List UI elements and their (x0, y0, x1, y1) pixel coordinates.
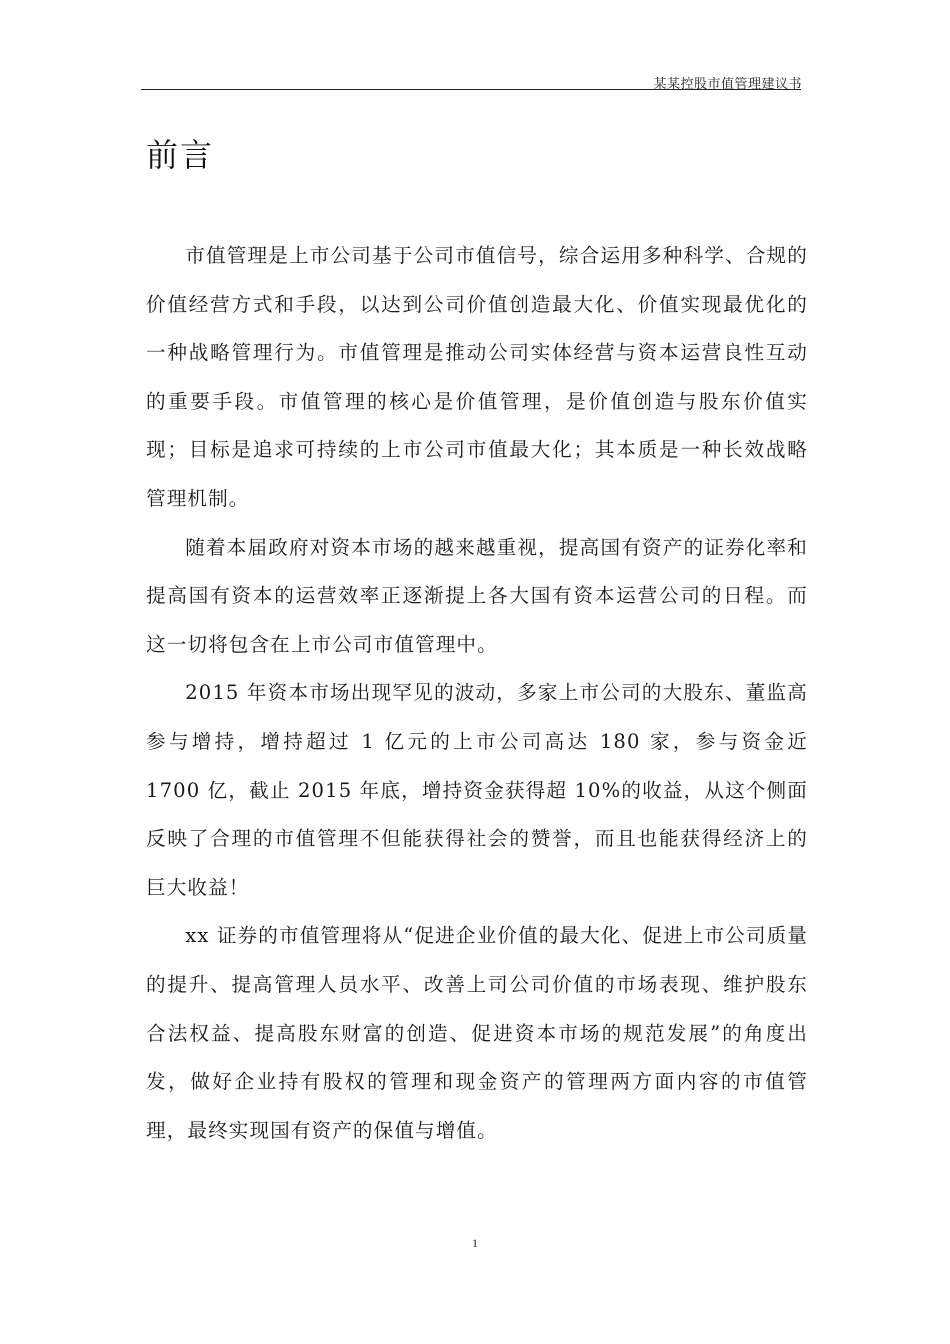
paragraph: 随着本届政府对资本市场的越来越重视，提高国有资产的证券化率和提高国有资本的运营效率正逐渐提上各大国有资本运营公司的日程。而这一切将包含在上市公司市值管理中。 (146, 535, 808, 656)
running-header: 某某控股市值管理建议书 (653, 77, 802, 92)
page-number: 1 (472, 1236, 478, 1250)
document-body (146, 232, 808, 1155)
paragraph: 2015 年资本市场出现罕见的波动，多家上市公司的大股东、董监高参与增持，增持超过 1 亿元的上市公司高达 180 家，参与资金近 1700 亿，截止 2015 年底，增持资金获得超 10%的收益，从这个侧面反映了合理的市值管理不但能获得社会的赞誉，而且也能获得经济上的巨大收益！ (146, 681, 808, 899)
paragraph: xx 证券的市值管理将从“促进企业价值的最大化、促进上市公司质量的提升、提高管理人员水平、改善上司公司价值的市场表现、维护股东合法权益、提高股东财富的创造、促进资本市场的规范发展”的角度出发，做好企业持有股权的管理和现金资产的管理两方面内容的市值管理，最终实现国有资产的保值与增值。 (146, 924, 808, 1142)
header-divider (141, 89, 801, 90)
paragraph: 市值管理是上市公司基于公司市值信号，综合运用多种科学、合规的价值经营方式和手段，以达到公司价值创造最大化、价值实现最优化的一种战略管理行为。市值管理是推动公司实体经营与资本运营良性互动的重要手段。市值管理的核心是价值管理，是价值创造与股东价值实现；目标是追求可持续的上市公司市值最大化；其本质是一种长效战略管理机制。 (146, 244, 808, 510)
page-title: 前言 (146, 136, 215, 174)
